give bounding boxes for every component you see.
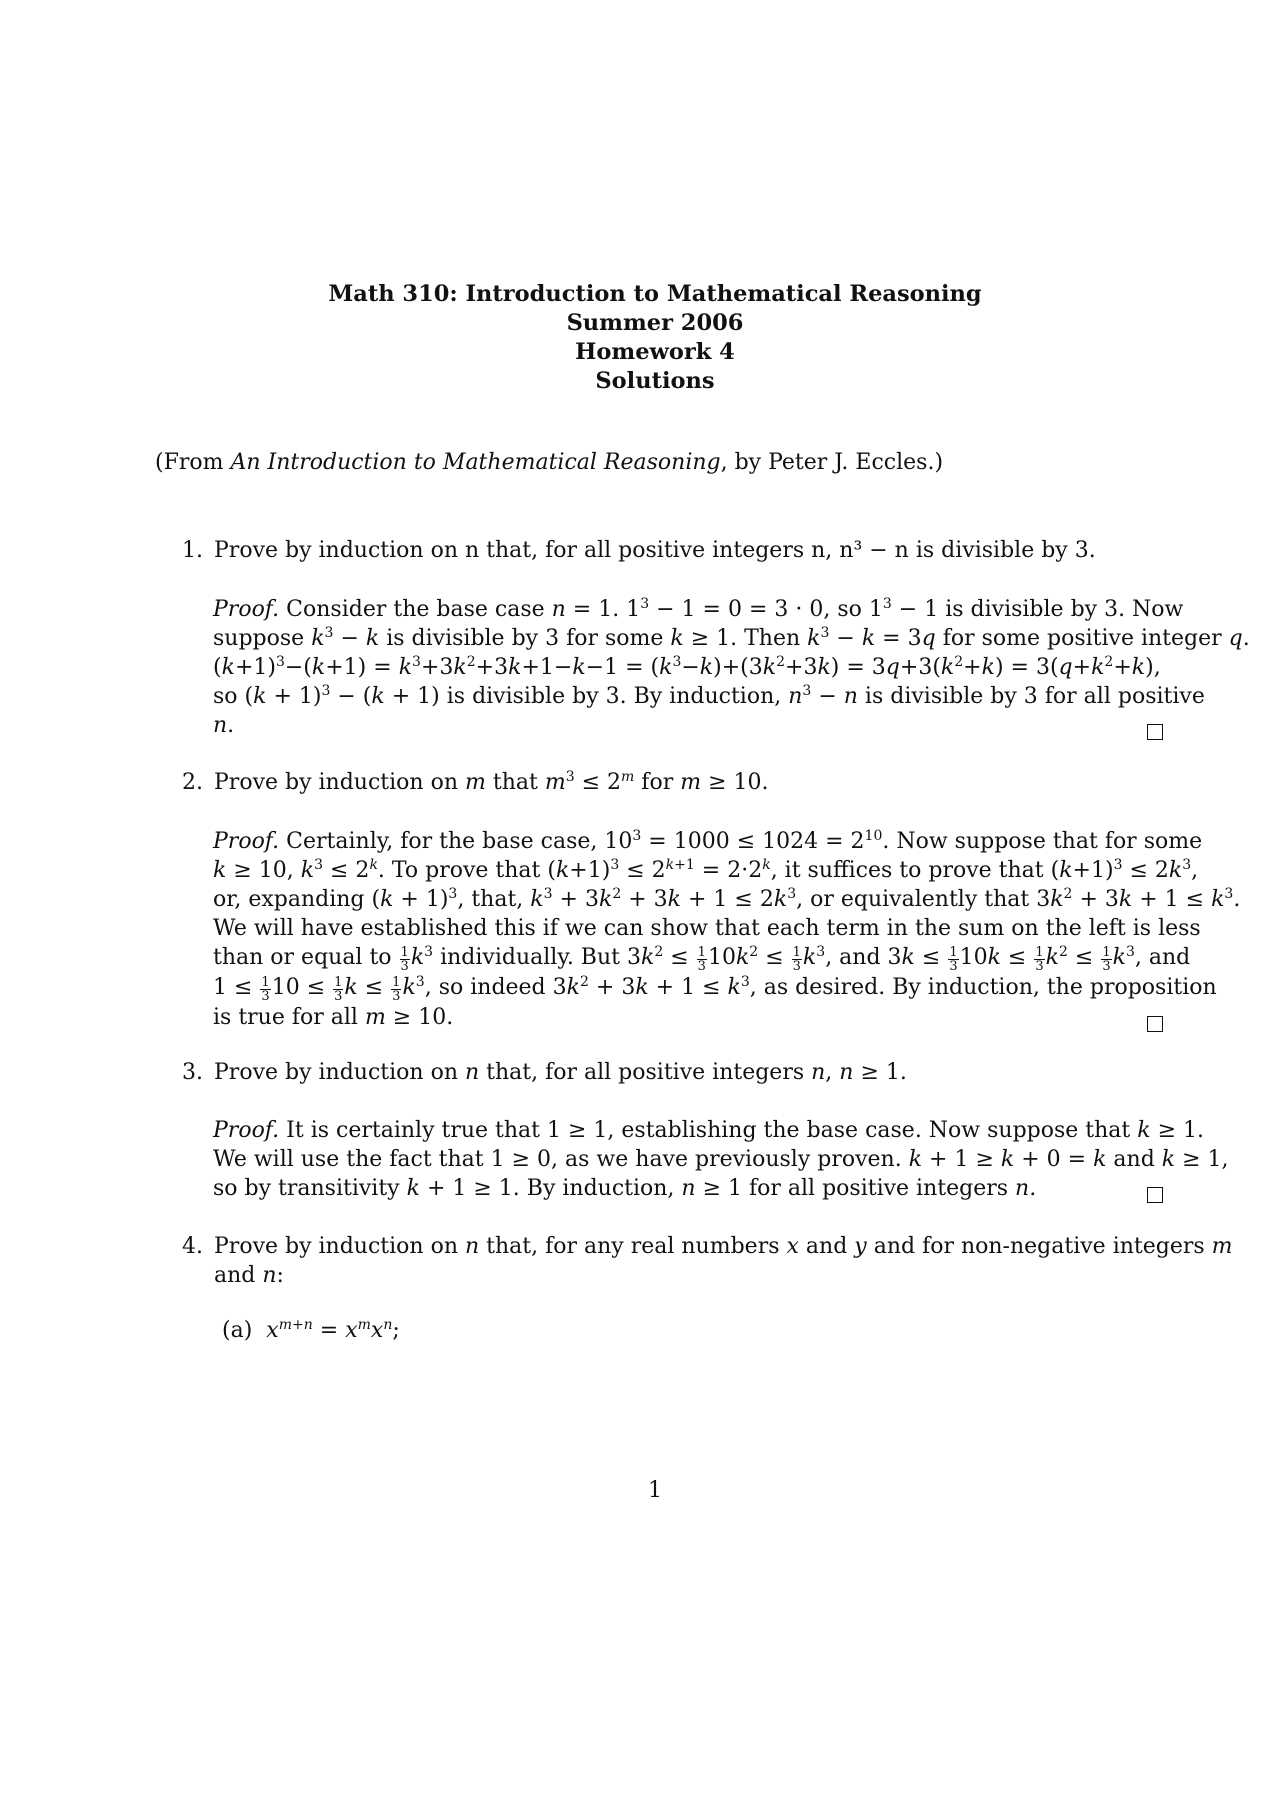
problem-4-statement: 4. Prove by induction on n that, for any real numbers x and y and for non-negative integers m and n: bbox=[182, 1234, 1233, 1288]
document-kind: Solutions bbox=[595, 368, 715, 394]
source-citation: (From An Introduction to Mathematical Reasoning, by Peter J. Eccles.) bbox=[155, 450, 944, 475]
problem-3-statement: 3. Prove by induction on n that, for all positive integers n, n ≥ 1. bbox=[182, 1060, 907, 1085]
term: Summer 2006 bbox=[566, 310, 744, 336]
document-title-block bbox=[0, 280, 1280, 396]
qed-square-icon bbox=[1147, 724, 1163, 740]
page-number: 1 bbox=[648, 1478, 662, 1503]
problem-1-statement: 1. Prove by induction on n that, for all positive integers n, n³ − n is divisible by 3. bbox=[182, 538, 1096, 563]
proof-2: Proof. Certainly, for the base case, $10^3 = 1000 \le 1024 = 2^{10}$. Now suppose that for some k ≥ 10, $k^3 \le 2^k$. To prove that $(k+1)^3 \le 2^{k+1} = 2\cdot 2^k$, it suffices to prove that $(k+1)^3 \le 2k^3$, or, expanding $(k + 1)^3$, that, $k^3 + 3k^2 + 3k + 1 \le 2k^3$, or equivalently that $3k^2 + 3k + 1 \le k^3$. We will have established this if we can show that each term in the sum on the left is less than or equal to $\frac{1}{3}$ $k^3$ individually. But $3k^2$ ≤ $\frac{1}{3}$ $10k^2$ ≤ $\frac{1}{3}$ $k^3$, and 3k ≤ $\frac{1}{3}$ 10k ≤ $\frac{1}{3}$ $k^2$ ≤ $\frac{1}{3}$ $k^3$, and 1 ≤ $\frac{1}{3}$ 10 ≤ $\frac{1}{3}$ k ≤ $\frac{1}{3}$ $k^3$, so indeed $3k^2 + 3k + 1 \le k^3$, as desired. By induction, the proposition is true for all m ≥ 10. bbox=[213, 828, 1241, 1030]
subpart-a: (a) $x^{m+n} = x^mx^n$; bbox=[222, 1317, 400, 1343]
proof-label: Proof. bbox=[213, 597, 280, 622]
problem-2-statement: 2. Prove by induction on m that $m^3 \le 2^m$ for m ≥ 10. bbox=[182, 769, 769, 795]
assignment-title: Homework 4 bbox=[575, 339, 735, 365]
course-title: Math 310: Introduction to Mathematical Reasoning bbox=[328, 281, 982, 307]
qed-square-icon bbox=[1147, 1187, 1163, 1203]
book-title: An Introduction to Mathematical Reasoning bbox=[230, 450, 721, 475]
proof-3: Proof. It is certainly true that 1 ≥ 1, establishing the base case. Now suppose that k ≥ 1. We will use the fact that 1 ≥ 0, as we have previously proven. k + 1 ≥ k + 0 = k and k ≥ 1, so by transitivity k + 1 ≥ 1. By induction, n ≥ 1 for all positive integers n. bbox=[213, 1118, 1229, 1201]
proof-1: Proof. Consider the base case n = 1. $1^3 - 1 = 0 = 3 \cdot 0$, so $1^3 - 1$ is divisible by 3. Now suppose $k^3 - k$ is divisible by 3 for some k ≥ 1. Then $k^3 - k = 3q$ for some positive integer q. $(k+1)^3-(k+1) = k^3+3k^2+3k+1-k-1 = (k^3-k)+(3k^2+3k) = 3q+3(k^2+k) = 3(q+k^2+k)$, so $(k + 1)^3 - (k + 1)$ is divisible by 3. By induction, $n^3 - n$ is divisible by 3 for all positive n. bbox=[213, 596, 1250, 738]
qed-square-icon bbox=[1147, 1016, 1163, 1032]
